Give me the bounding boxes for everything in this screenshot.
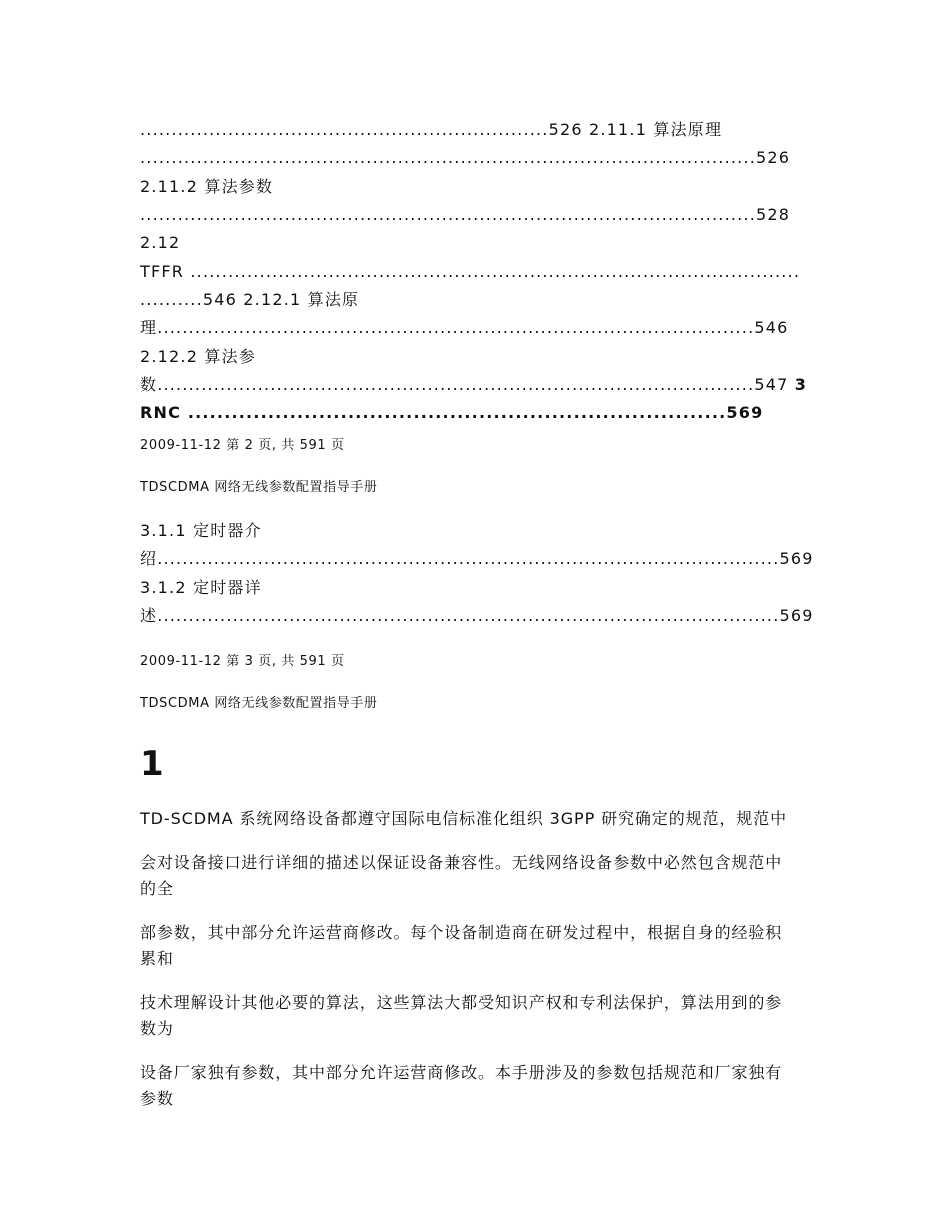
toc-line-text: 数...............................................................................................547 (140, 375, 795, 394)
page-header: TDSCDMA 网络无线参数配置指导手册 (140, 696, 378, 711)
toc-line: 2.12.2 算法参 (140, 347, 256, 366)
paragraph-line: 技术理解设计其他必要的算法，这些算法大都受知识产权和专利法保护，算法用到的参 (140, 993, 783, 1012)
paragraph-line: 的全 (140, 879, 174, 898)
toc-line: 3.1.2 定时器详 (140, 578, 262, 597)
toc-line: 述...................................................................................................569 (140, 606, 814, 625)
toc-line: .................................................................526 2.11.1 算法原理 (140, 120, 723, 139)
toc-line: 3.1.1 定时器介 (140, 521, 262, 540)
page-footer: 2009-11-12 第 2 页, 共 591 页 (140, 438, 345, 453)
toc-line-chapter: RNC ..........................................................................569 (140, 403, 764, 422)
toc-line: ..................................................................................................526 (140, 148, 791, 167)
toc-line (140, 375, 807, 395)
page-header: TDSCDMA 网络无线参数配置指导手册 (140, 480, 378, 495)
paragraph-line: 会对设备接口进行详细的描述以保证设备兼容性。无线网络设备参数中必然包含规范中 (140, 853, 783, 872)
toc-line: ..........546 2.12.1 算法原 (140, 290, 360, 309)
toc-line: 绍...................................................................................................569 (140, 549, 814, 568)
paragraph-line: TD-SCDMA 系统网络设备都遵守国际电信标准化组织 3GPP 研究确定的规范，规范中 (140, 809, 787, 828)
paragraph-line: 设备厂家独有参数，其中部分允许运营商修改。本手册涉及的参数包括规范和厂家独有 (140, 1063, 783, 1082)
toc-line: ..................................................................................................528 (140, 205, 791, 224)
toc-line: 2.12 (140, 233, 181, 252)
paragraph-line: 数为 (140, 1019, 174, 1038)
chapter-heading: 1 (140, 744, 164, 784)
toc-line: 2.11.2 算法参数 (140, 177, 274, 196)
paragraph-line: 参数 (140, 1089, 174, 1108)
toc-line: 理...............................................................................................546 (140, 318, 789, 337)
page-footer: 2009-11-12 第 3 页, 共 591 页 (140, 654, 345, 669)
paragraph-line: 累和 (140, 949, 174, 968)
paragraph-line: 部参数，其中部分允许运营商修改。每个设备制造商在研发过程中，根据自身的经验积 (140, 923, 783, 942)
toc-line: TFFR ................................................................................................. (140, 262, 801, 281)
toc-chapter-number: 3 (794, 375, 808, 394)
